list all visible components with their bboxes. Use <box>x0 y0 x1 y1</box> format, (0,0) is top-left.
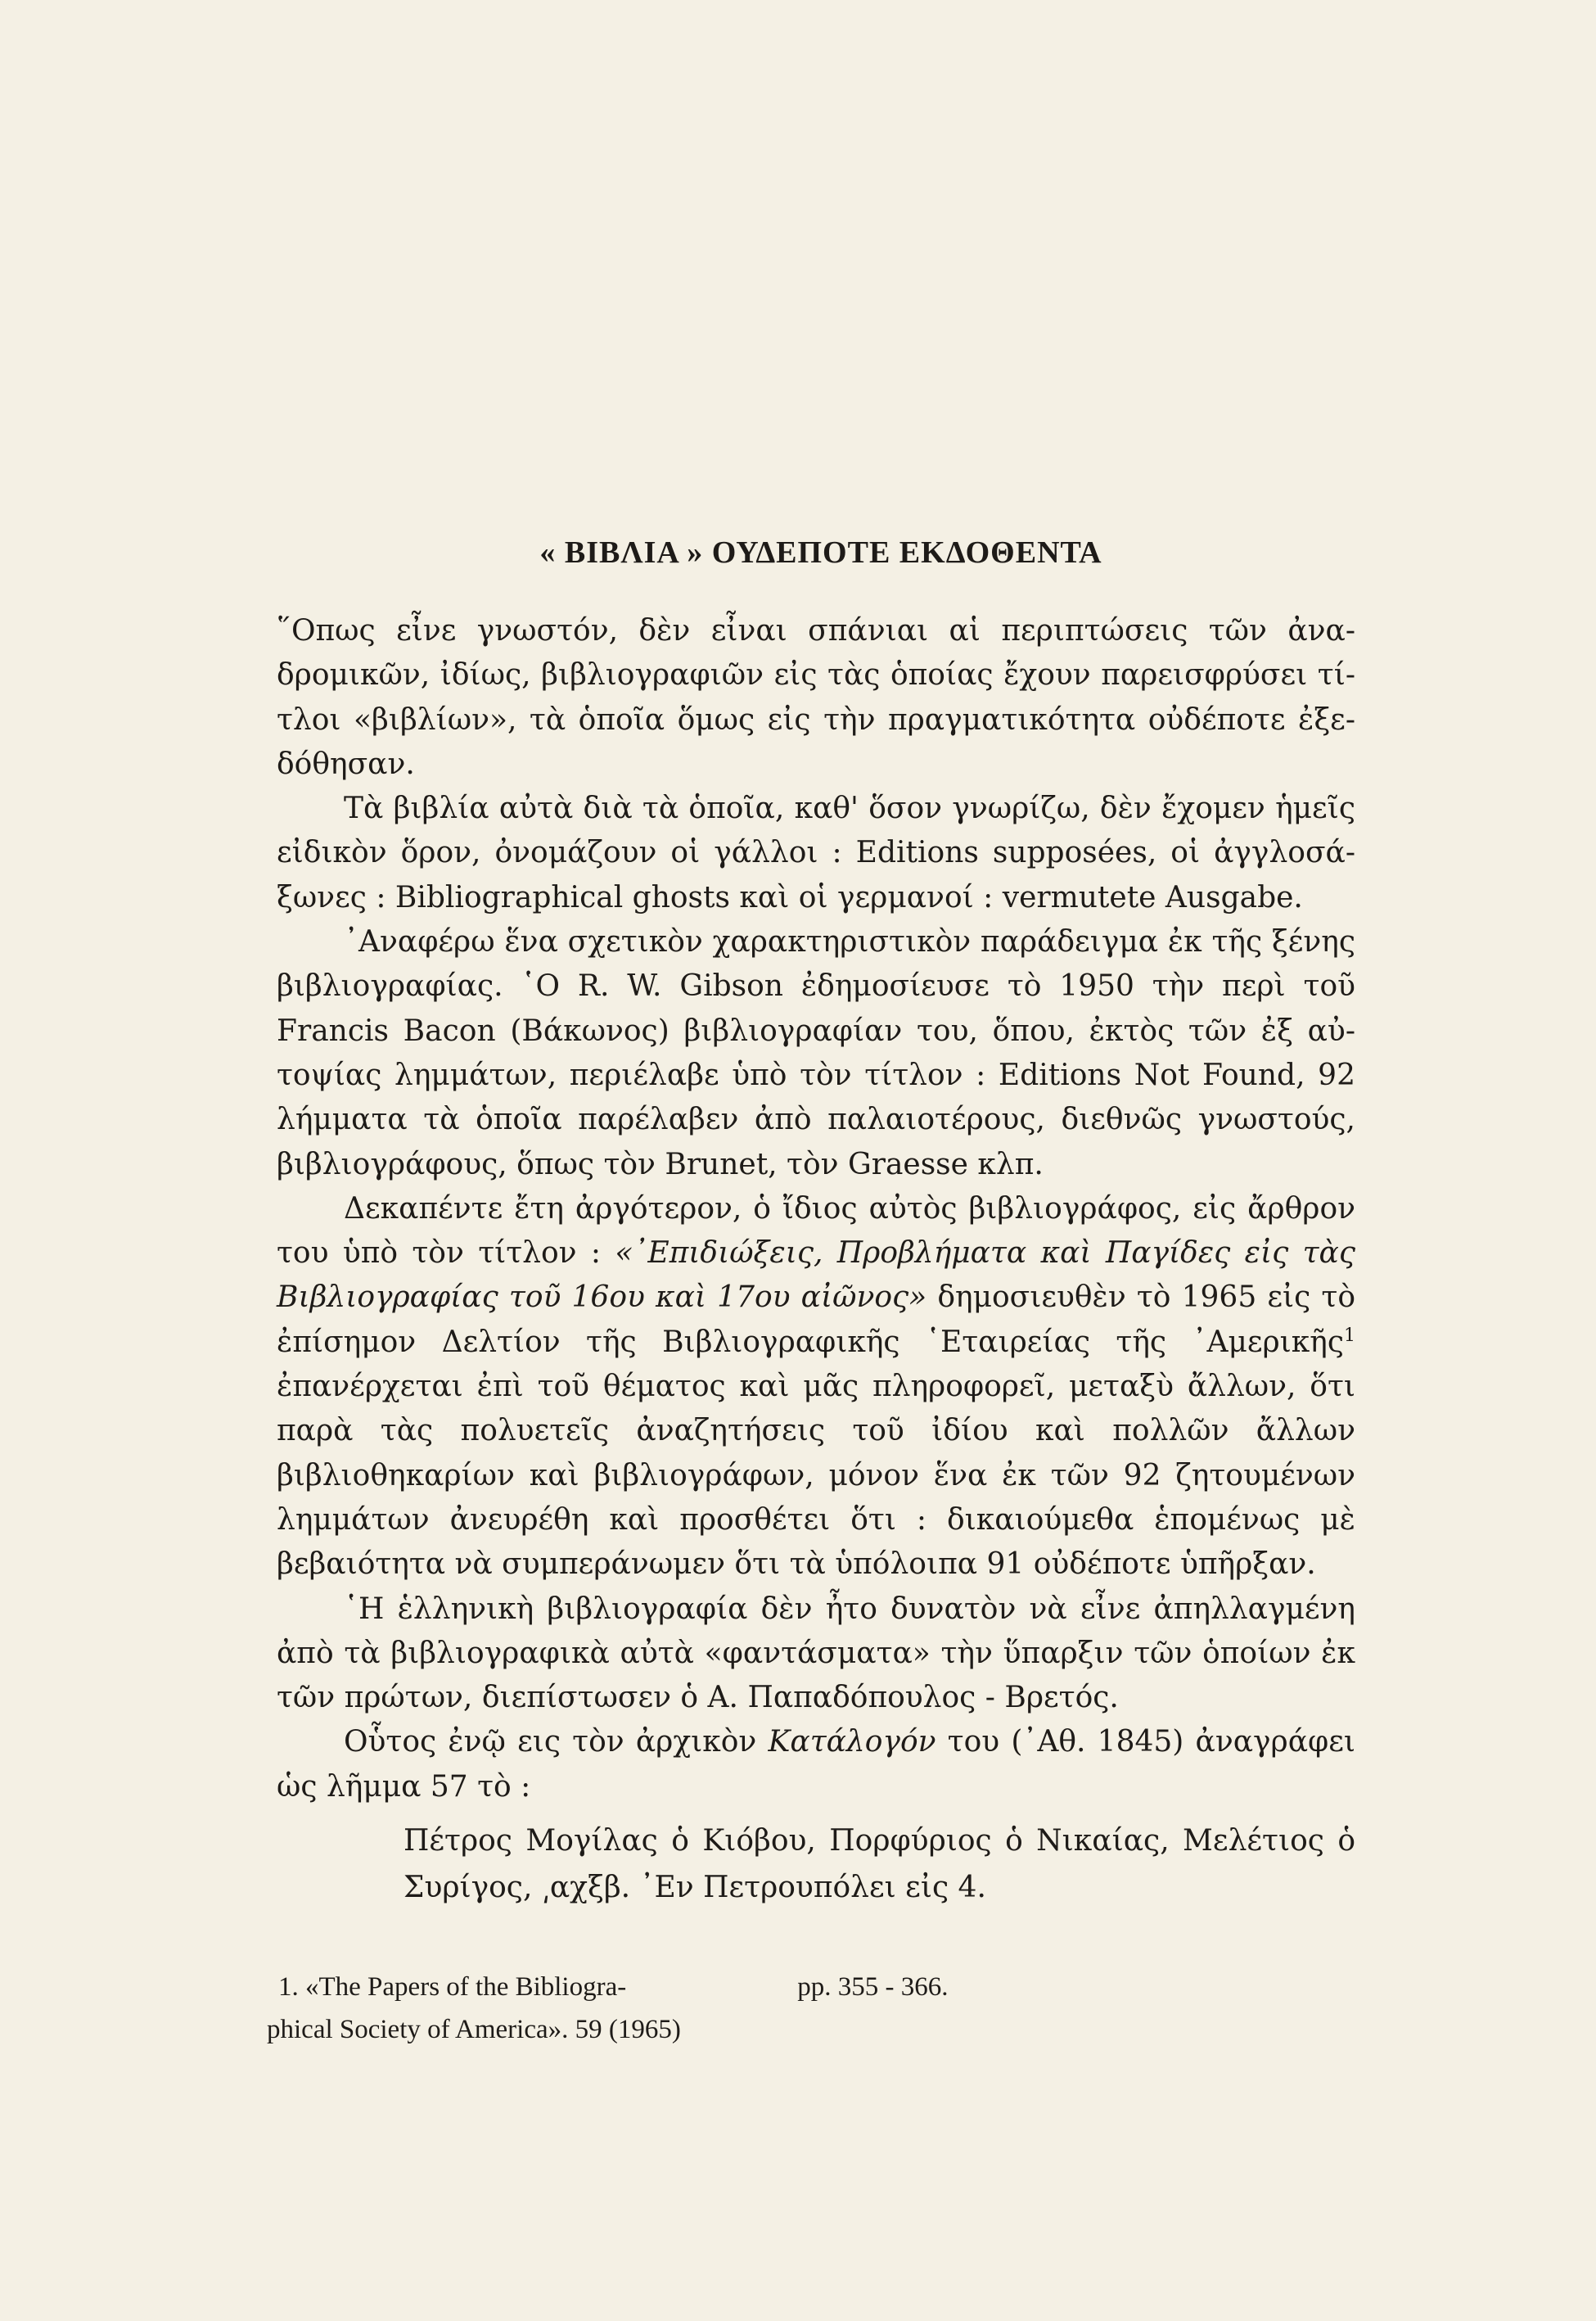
paragraph-4-rest: ἐπανέρχεται ἐπὶ τοῦ θέματος καὶ μᾶς πληροφορεῖ, μεταξὺ ἄλλων, ὅτι παρὰ τὰς πολυετεῖς ἀναζητήσεις τοῦ ἰδίου καὶ πολλῶν ἄλλων βιβλιοθηκαρίων καὶ βιβλιογράφων, μόνον ἕνα ἐκ τῶν 92 ζητουμένων λημμάτων ἀνευρέθη καὶ προσθέτει ὅτι : δικαιούμεθα ἑπομένως μὲ βεβαιότητα νὰ συμπεράνωμεν ὅτι τὰ ὑπόλοιπα 91 οὐδέποτε ὑπῆρξαν. <box>277 1370 1355 1582</box>
paragraph-4-intro: Δεκαπέντε ἔτη ἀργότερον, ὁ ἴδιος αὐτὸς βιβλιογράφος, εἰς ἄρθρον του ὑπὸ τὸν τίτλον : <box>277 1191 1355 1271</box>
paragraph-4 <box>277 1187 1355 1587</box>
footnote-pages: pp. 355 - 366. <box>797 1972 949 2002</box>
paragraph-5: ῾Η ἑλληνικὴ βιβλιογραφία δὲν ἦτο δυνατὸν νὰ εἶνε ἀπηλλαγμένη ἀπὸ τὰ βιβλιογραφικὰ αὐτὰ «φαντάσματα» τὴν ὕπαρξιν τῶν ὁποίων ἐκ τῶν πρώτων, διεπίστωσεν ὁ Α. Παπαδόπουλος - Βρετός. <box>277 1592 1355 1715</box>
footnote-reference: 1 <box>1344 1325 1355 1346</box>
paragraph-6 <box>277 1720 1355 1809</box>
catalogue-entry-quote: Πέτρος Μογίλας ὁ Κιόβου, Πορφύριος ὁ Νικαίας, Μελέτιος ὁ Συρίγος, ͵αχξβ. ᾿Εν Πετρουπόλει εἰς 4. <box>404 1824 1355 1905</box>
paragraph-1: ῞Οπως εἶνε γνωστόν, δὲν εἶναι σπάνιαι αἱ περιπτώσεις τῶν ἀναδρομικῶν, ἰδίως, βιβλιογραφιῶν εἰς τὰς ὁποίας ἔχουν παρεισφρύσει τίτλοι «βιβλίων», τὰ ὁποῖα ὅμως εἰς τὴν πραγματικότητα οὐδέποτε ἐξεδόθησαν. <box>277 614 1355 781</box>
footnote-line-2: phical Society of America». 59 (1965) <box>267 2015 681 2044</box>
article-body <box>277 531 1355 1911</box>
footnote-citation <box>267 1966 791 2051</box>
cited-article-title: «᾿Επιδιώξεις, Προβλήματα καὶ Παγίδες εἰς τὰς Βιβλιογραφίας τοῦ 16ου καὶ 17ου αἰῶνος» <box>277 1236 1355 1315</box>
paragraph-2: Τὰ βιβλία αὐτὰ διὰ τὰ ὁποῖα, καθ' ὅσον γνωρίζω, δὲν ἔχομεν ἡμεῖς εἰδικὸν ὅρον, ὀνομάζουν οἱ γάλλοι : Editions supposées, οἱ ἀγγλοσάξωνες : Bibliographical ghosts καὶ οἱ γερμανοί : vermutete Ausgabe. <box>277 792 1355 914</box>
paragraph-3: ᾿Αναφέρω ἕνα σχετικὸν χαρακτηριστικὸν παράδειγμα ἐκ τῆς ξένης βιβλιογραφίας. ῾Ο R. W. Gibson ἐδημοσίευσε τὸ 1950 τὴν περὶ τοῦ Francis Bacon (Βάκωνος) βιβλιογραφίαν του, ὅπου, ἐκτὸς τῶν ἐξ αὐτοψίας λημμάτων, περιέλαβε ὑπὸ τὸν τίτλον : Editions Not Found, 92 λήμματα τὰ ὁποῖα παρέλαβεν ἀπὸ παλαιοτέρους, διεθνῶς γνωστούς, βιβλιογράφους, ὅπως τὸν Brunet, τὸν Graesse κλπ. <box>277 925 1355 1181</box>
article-title: « ΒΙΒΛΙΑ » ΟΥΔΕΠΟΤΕ ΕΚΔΟΘΕΝΤΑ <box>539 535 1102 570</box>
paragraph-6-intro: Οὗτος ἐνῷ εις τὸν ἀρχικὸν <box>344 1725 769 1759</box>
paragraph-6-rest: του (᾿Αθ. 1845) ἀναγράφει ὡς λῆμμα 57 τὸ : <box>277 1725 1355 1804</box>
footnote <box>267 1966 1053 2051</box>
paragraph-4-middle: δημοσιευθὲν τὸ 1965 εἰς τὸ ἐπίσημον Δελτίον τῆς Βιβλιογραφικῆς ῾Εταιρείας τῆς ᾿Αμερικῆς <box>277 1280 1355 1359</box>
footnote-line-1: 1. «The Papers of the Bibliogra- <box>278 1972 627 2002</box>
catalogue-title: Κατάλογόν <box>768 1725 936 1759</box>
